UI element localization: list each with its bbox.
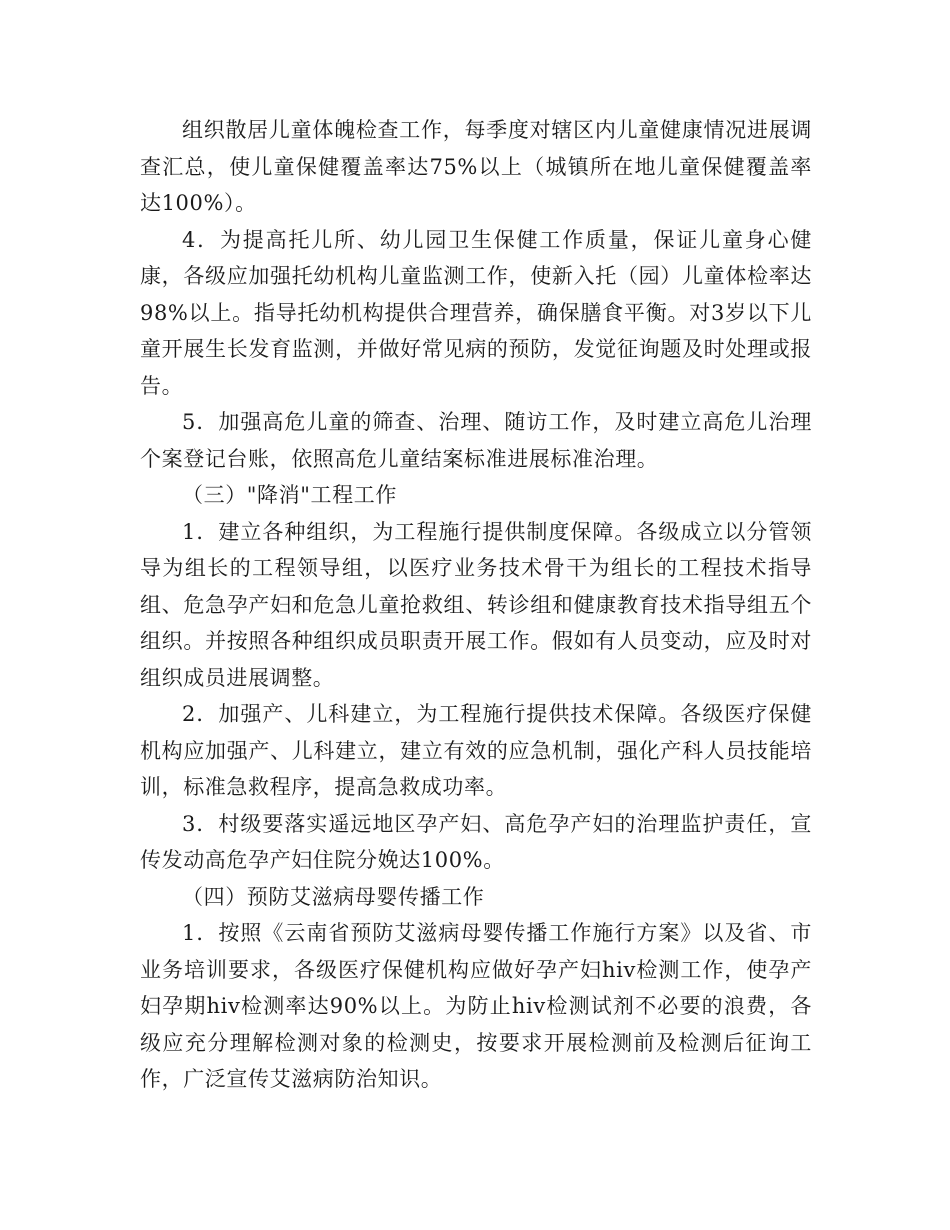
section-heading-3: （三）"降消"工程工作 bbox=[182, 483, 397, 507]
document-body bbox=[140, 112, 812, 1098]
paragraph-continuation: 组织散居儿童体魄检查工作，每季度对辖区内儿童健康情况进展调查汇总，使儿童保健覆盖率达75%以上（城镇所在地儿童保健覆盖率达100%）。 bbox=[140, 118, 812, 215]
section-heading-4: （四）预防艾滋病母婴传播工作 bbox=[182, 884, 485, 909]
paragraph-item-5: 5．加强高危儿童的筛查、治理、随访工作，及时建立高危儿治理个案登记台账，依照高危儿童结案标准进展标准治理。 bbox=[140, 410, 812, 471]
paragraph-item-4: 4．为提高托儿所、幼儿园卫生保健工作质量，保证儿童身心健康，各级应加强托幼机构儿童监测工作，使新入托（园）儿童体检率达98%以上。指导托幼机构提供合理营养，确保膳食平衡。对3岁以下儿童开展生长发育监测，并做好常见病的预防，发觉征询题及时处理或报告。 bbox=[140, 227, 812, 398]
paragraph-section3-item-1: 1．建立各种组织，为工程施行提供制度保障。各级成立以分管领导为组长的工程领导组，以医疗业务技术骨干为组长的工程技术指导组、危急孕产妇和危急儿童抢救组、转诊组和健康教育技术指导组五个组织。并按照各种组织成员职责开展工作。假如有人员变动，应及时对组织成员进展调整。 bbox=[140, 519, 812, 690]
paragraph-section4-item-1: 1．按照《云南省预防艾滋病母婴传播工作施行方案》以及省、市业务培训要求，各级医疗保健机构应做好孕产妇hiv检测工作，使孕产妇孕期hiv检测率达90%以上。为防止hiv检测试剂不必要的浪费，各级应充分理解检测对象的检测史，按要求开展检测前及检测后征询工作，广泛宣传艾滋病防治知识。 bbox=[140, 921, 812, 1091]
paragraph-section3-item-3: 3．村级要落实遥远地区孕产妇、高危孕产妇的治理监护责任，宣传发动高危孕产妇住院分娩达100%。 bbox=[140, 811, 812, 872]
paragraph-section3-item-2: 2．加强产、儿科建立，为工程施行提供技术保障。各级医疗保健机构应加强产、儿科建立，建立有效的应急机制，强化产科人员技能培训，标准急救程序，提高急救成功率。 bbox=[140, 702, 812, 799]
